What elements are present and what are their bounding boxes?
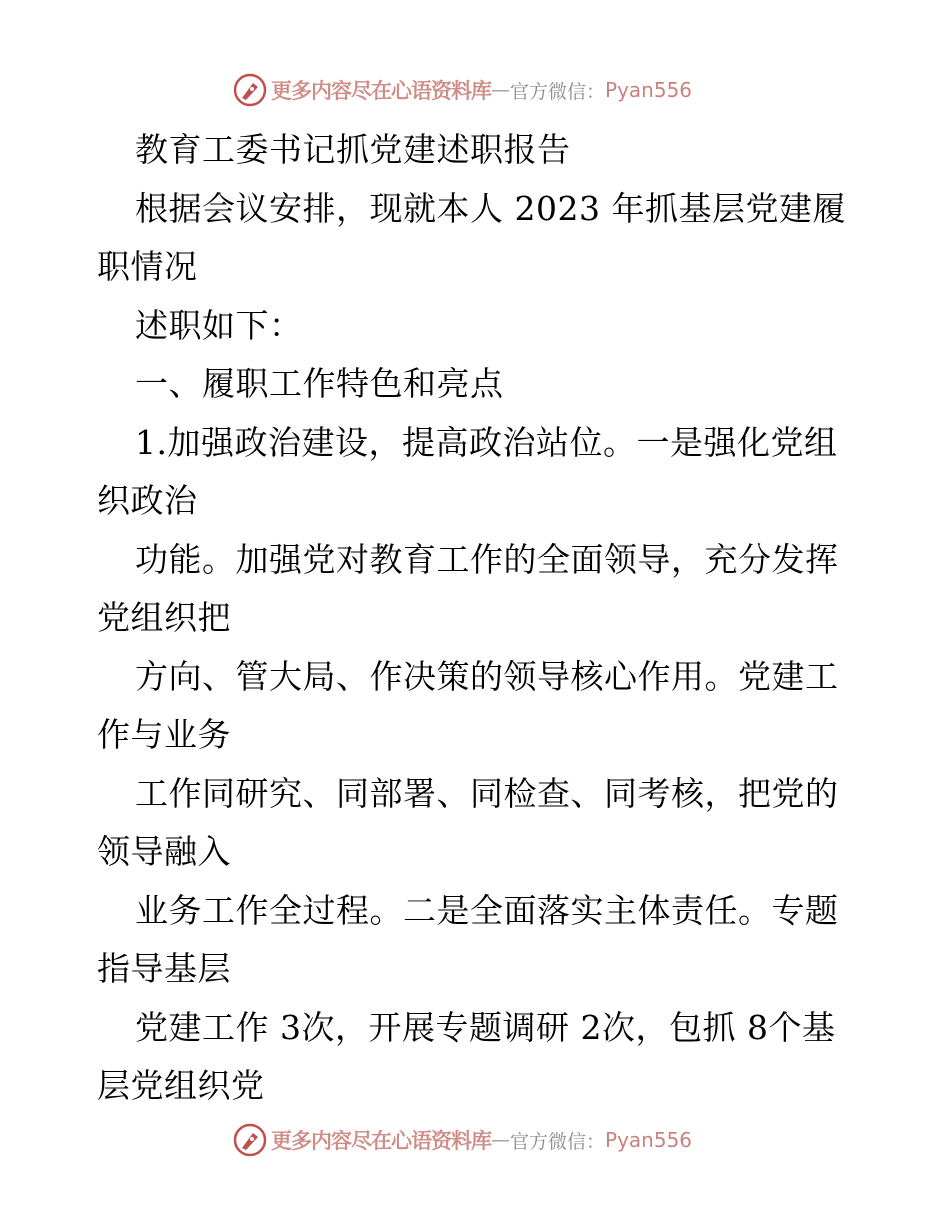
paragraph: 党建工作 3次，开展专题调研 2次，包抓 8个基层党组织党 (97, 1007, 836, 1105)
paragraph: 业务工作全过程。二是全面落实主体责任。专题指导基层 (97, 890, 839, 988)
footer-dash: — (491, 1129, 510, 1151)
header-wechat-id: Pyan556 (605, 78, 693, 102)
section-heading: 一、履职工作特色和亮点 (135, 364, 504, 403)
footer-banner (233, 1122, 692, 1158)
header-brand-text: 更多内容尽在心语资料库 (271, 79, 491, 103)
header-wechat-label: 官方微信： (510, 80, 606, 103)
header-banner (233, 72, 692, 108)
paragraph: 根据会议安排，现就本人 2023 年抓基层党建履职情况 (97, 188, 846, 286)
document-body (97, 121, 867, 1116)
paragraph: 述职如下： (135, 305, 303, 345)
paragraph: 功能。加强党对教育工作的全面领导，充分发挥党组织把 (97, 539, 839, 637)
footer-wechat-id: Pyan556 (605, 1128, 693, 1152)
header-dash: — (491, 79, 510, 101)
paragraph: 方向、管大局、作决策的领导核心作用。党建工作与业务 (97, 656, 839, 754)
pen-nib-logo-icon (233, 1123, 267, 1157)
paragraph: 1.加强政治建设，提高政治站位。一是强化党组织政治 (97, 422, 838, 520)
footer-brand-text: 更多内容尽在心语资料库 (271, 1129, 491, 1153)
paragraph: 工作同研究、同部署、同检查、同考核，把党的领导融入 (97, 773, 839, 871)
footer-wechat-label: 官方微信： (510, 1130, 606, 1153)
document-title: 教育工委书记抓党建述职报告 (135, 130, 571, 169)
pen-nib-logo-icon (233, 73, 267, 107)
